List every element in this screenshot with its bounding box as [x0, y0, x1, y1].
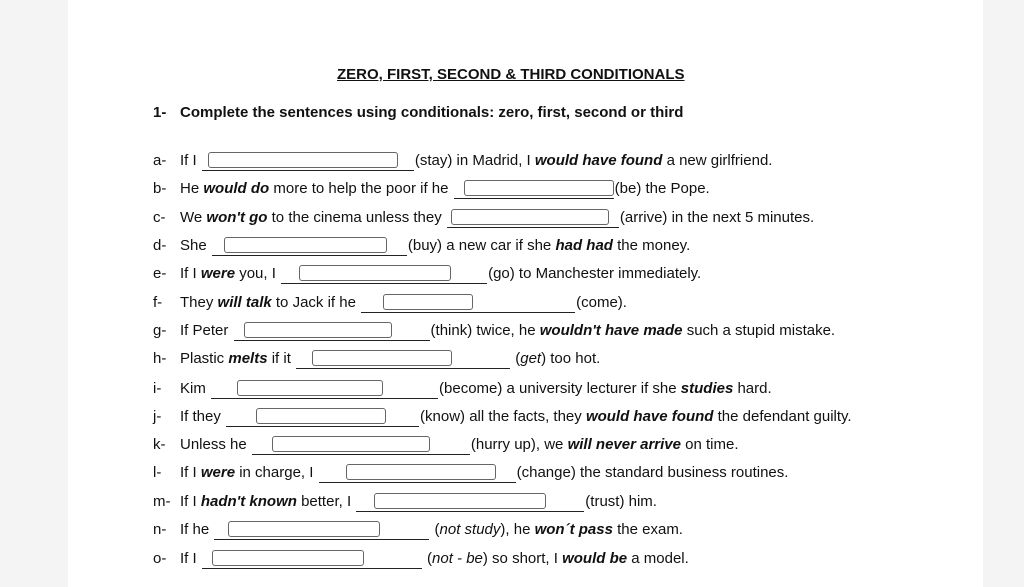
instruction-text: Complete the sentences using conditionals: zero, first, second or third	[180, 104, 684, 121]
blank-line	[234, 322, 430, 341]
sentence-text: (stay) in Madrid, I	[414, 152, 531, 169]
sentence-d	[153, 235, 690, 257]
sentence-text: We	[180, 209, 203, 226]
sentence-text: (go) to Manchester immediately.	[488, 265, 702, 282]
item-letter: n-	[153, 521, 167, 538]
answer-field-h[interactable]	[312, 350, 452, 366]
sentence-m	[153, 491, 657, 513]
answer-field-j[interactable]	[256, 408, 386, 424]
answer-field-n[interactable]	[228, 521, 380, 537]
blank-line	[252, 436, 470, 455]
sentence-text: (trust) him.	[585, 493, 657, 510]
blank-line	[214, 521, 429, 540]
answer-field-d[interactable]	[224, 237, 387, 253]
item-letter: k-	[153, 436, 166, 453]
worksheet-title: ZERO, FIRST, SECOND & THIRD CONDITIONALS	[337, 66, 685, 83]
sentence-i	[153, 378, 772, 400]
sentence-l	[153, 462, 788, 484]
sentence-text: the exam.	[617, 521, 683, 538]
sentence-text: if it	[271, 350, 291, 367]
sentence-text: ), he	[500, 521, 531, 538]
sentence-text: to the cinema unless they	[271, 209, 442, 226]
sentence-italic: get	[520, 350, 542, 367]
item-letter: e-	[153, 265, 167, 282]
sentence-g	[153, 320, 835, 342]
sentence-text: such a stupid mistake.	[686, 322, 836, 339]
sentence-text: If they	[180, 408, 221, 425]
sentence-text: to Jack if he	[275, 294, 356, 311]
answer-field-b[interactable]	[464, 180, 614, 196]
answer-field-g[interactable]	[244, 322, 392, 338]
sentence-c	[153, 207, 814, 229]
sentence-text: a model.	[631, 550, 689, 567]
blank-line	[361, 294, 575, 313]
sentence-emphasis: won't go	[206, 209, 268, 226]
sentence-text: He	[180, 180, 200, 197]
sentence-text: They	[180, 294, 214, 311]
sentence-h	[153, 348, 600, 370]
instruction	[153, 104, 683, 121]
blank-line	[202, 152, 414, 171]
answer-field-o[interactable]	[212, 550, 364, 566]
sentence-b	[153, 178, 710, 200]
sentence-emphasis: had had	[555, 237, 613, 254]
sentence-text: If he	[180, 521, 210, 538]
blank-line	[356, 493, 584, 512]
sentence-text: (arrive) in the next 5 minutes.	[619, 209, 815, 226]
sentence-text: in charge, I	[239, 464, 314, 481]
sentence-text: Kim	[180, 380, 206, 397]
sentence-emphasis: would be	[562, 550, 628, 567]
answer-field-k[interactable]	[272, 436, 430, 452]
item-letter: f-	[153, 294, 163, 311]
sentence-emphasis: won´t pass	[534, 521, 613, 538]
item-letter: l-	[153, 464, 162, 481]
sentence-text: a new girlfriend.	[666, 152, 773, 169]
sentence-emphasis: wouldn't have made	[539, 322, 683, 339]
sentence-text: (know) all the facts, they	[420, 408, 582, 425]
item-letter: c-	[153, 209, 166, 226]
sentence-text: the defendant guilty.	[717, 408, 852, 425]
sentence-text: on time.	[685, 436, 739, 453]
item-letter: d-	[153, 237, 167, 254]
answer-field-c[interactable]	[451, 209, 609, 225]
item-letter: i-	[153, 380, 162, 397]
sentence-text: (be) the Pope.	[614, 180, 710, 197]
sentence-text: If I	[180, 152, 197, 169]
sentence-emphasis: were	[200, 265, 236, 282]
answer-field-i[interactable]	[237, 380, 383, 396]
sentence-text: (hurry up), we	[470, 436, 564, 453]
item-letter: j-	[153, 408, 162, 425]
sentence-emphasis: were	[200, 464, 236, 481]
sentence-text: If I	[180, 550, 197, 567]
item-letter: b-	[153, 180, 167, 197]
answer-field-f[interactable]	[383, 294, 473, 310]
answer-field-e[interactable]	[299, 265, 451, 281]
blank-line	[454, 180, 614, 199]
sentence-text: (buy) a new car if she	[407, 237, 552, 254]
sentence-text: (	[427, 550, 433, 567]
sentence-text: more to help the poor if he	[273, 180, 449, 197]
sentence-emphasis: hadn't known	[200, 493, 297, 510]
sentence-emphasis: studies	[680, 380, 734, 397]
answer-field-a[interactable]	[208, 152, 398, 168]
sentence-a	[153, 150, 772, 172]
sentence-emphasis: melts	[228, 350, 268, 367]
item-letter: a-	[153, 152, 167, 169]
sentence-text: If I	[180, 464, 197, 481]
blank-line	[226, 408, 419, 427]
item-letter: h-	[153, 350, 167, 367]
sentence-n	[153, 519, 683, 541]
item-letter: m-	[153, 493, 171, 510]
blank-line	[281, 265, 487, 284]
sentence-text: If Peter	[180, 322, 229, 339]
sentence-emphasis: will talk	[217, 294, 272, 311]
sentence-text: better, I	[301, 493, 352, 510]
blank-line	[319, 464, 516, 483]
sentence-text: Plastic	[180, 350, 225, 367]
sentence-text: If I	[180, 493, 197, 510]
item-letter: g-	[153, 322, 167, 339]
sentence-text: ) so short, I	[482, 550, 558, 567]
blank-line	[296, 350, 510, 369]
sentence-text: (become) a university lecturer if she	[439, 380, 677, 397]
sentence-italic: not - be	[432, 550, 483, 567]
sentence-text: She	[180, 237, 207, 254]
blank-line	[202, 550, 422, 569]
sentence-text: you, I	[239, 265, 276, 282]
sentence-e	[153, 263, 701, 285]
sentence-text: (change) the standard business routines.	[516, 464, 789, 481]
sentence-italic: not study	[439, 521, 501, 538]
blank-line	[211, 380, 438, 399]
sentence-text: (come).	[576, 294, 627, 311]
sentence-text: Unless he	[180, 436, 247, 453]
sentence-emphasis: would have found	[534, 152, 663, 169]
blank-line	[212, 237, 407, 256]
sentence-k	[153, 434, 739, 456]
sentence-o	[153, 548, 689, 570]
sentence-emphasis: will never arrive	[567, 436, 681, 453]
sentence-emphasis: would have found	[585, 408, 714, 425]
sentence-text: If I	[180, 265, 197, 282]
sentence-text: ) too hot.	[541, 350, 601, 367]
sentence-text: hard.	[737, 380, 772, 397]
sentence-j	[153, 406, 852, 428]
sentence-emphasis: would do	[203, 180, 270, 197]
sentence-f	[153, 292, 627, 314]
answer-field-l[interactable]	[346, 464, 496, 480]
instruction-number: 1-	[153, 104, 167, 121]
sentence-text: (think) twice, he	[430, 322, 536, 339]
sentence-text: the money.	[617, 237, 691, 254]
item-letter: o-	[153, 550, 167, 567]
sentence-text: (	[515, 350, 521, 367]
blank-line	[447, 209, 619, 228]
answer-field-m[interactable]	[374, 493, 546, 509]
sentence-text: (	[434, 521, 440, 538]
